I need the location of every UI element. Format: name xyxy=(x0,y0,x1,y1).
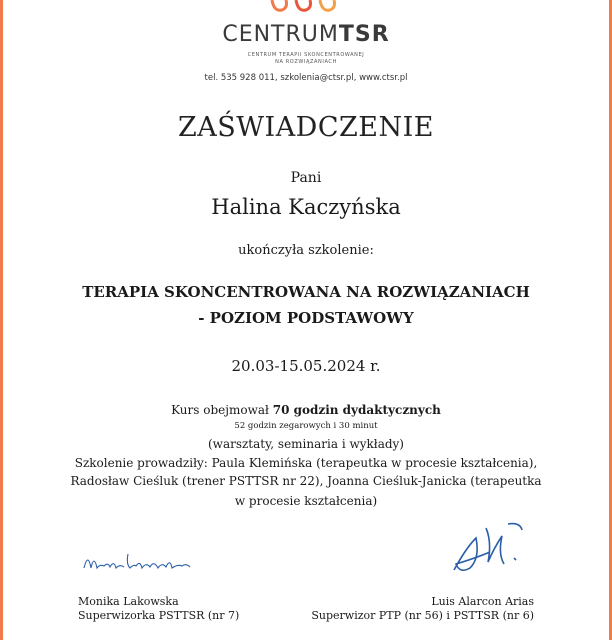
right-signer-role: Superwizor PTP (nr 56) i PSTTSR (nr 6) xyxy=(311,609,534,622)
completed-label: ukończyła szkolenie: xyxy=(238,243,374,258)
course-forms: (warsztaty, seminaria i wykłady) xyxy=(207,437,404,451)
hours-bold: 70 godzin dydaktycznych xyxy=(272,403,441,417)
course-title-line1: TERAPIA SKONCENTROWANA NA ROZWIĄZANIACH xyxy=(82,283,530,301)
clock-hours: 52 godzin zegarowych i 30 minut xyxy=(234,421,378,431)
trainers-line1: Szkolenie prowadziły: Paula Klemińska (terapeutka w procesie kształcenia), xyxy=(74,456,538,470)
signature-right xyxy=(446,518,526,578)
logo-wordmark xyxy=(0,22,612,47)
logo-bold: TSR xyxy=(338,22,390,47)
right-signer-name: Luis Alarcon Arias xyxy=(431,595,534,608)
left-signer-name: Monika Lakowska xyxy=(78,595,179,608)
hours-line xyxy=(0,403,612,417)
course-dates: 20.03-15.05.2024 r. xyxy=(231,357,381,375)
logo-light: CENTRUM xyxy=(222,22,339,47)
certificate-title: ZAŚWIADCZENIE xyxy=(178,112,434,143)
trainers-line2: Radosław Cieśluk (trener PSTTSR nr 22), Joanna Cieśluk-Janicka (terapeutka xyxy=(70,474,542,488)
course-title-line2: - POZIOM PODSTAWOWY xyxy=(198,309,414,327)
signature-left xyxy=(82,546,194,576)
trainers-line3: w procesie kształcenia) xyxy=(234,494,378,508)
contact-line: tel. 535 928 011, szkolenia@ctsr.pl, www.ctsr.pl xyxy=(204,73,408,83)
left-signer-role: Superwizorka PSTTSR (nr 7) xyxy=(78,609,240,622)
salutation: Pani xyxy=(290,170,322,186)
hours-prefix: Kurs obejmował xyxy=(171,403,273,417)
logo-subtitle-2: NA ROZWIĄZANIACH xyxy=(275,59,337,65)
logo-subtitle-1: CENTRUM TERAPII SKONCENTROWANEJ xyxy=(247,52,365,58)
recipient-name: Halina Kaczyńska xyxy=(211,195,401,219)
logo-mark xyxy=(268,0,344,14)
